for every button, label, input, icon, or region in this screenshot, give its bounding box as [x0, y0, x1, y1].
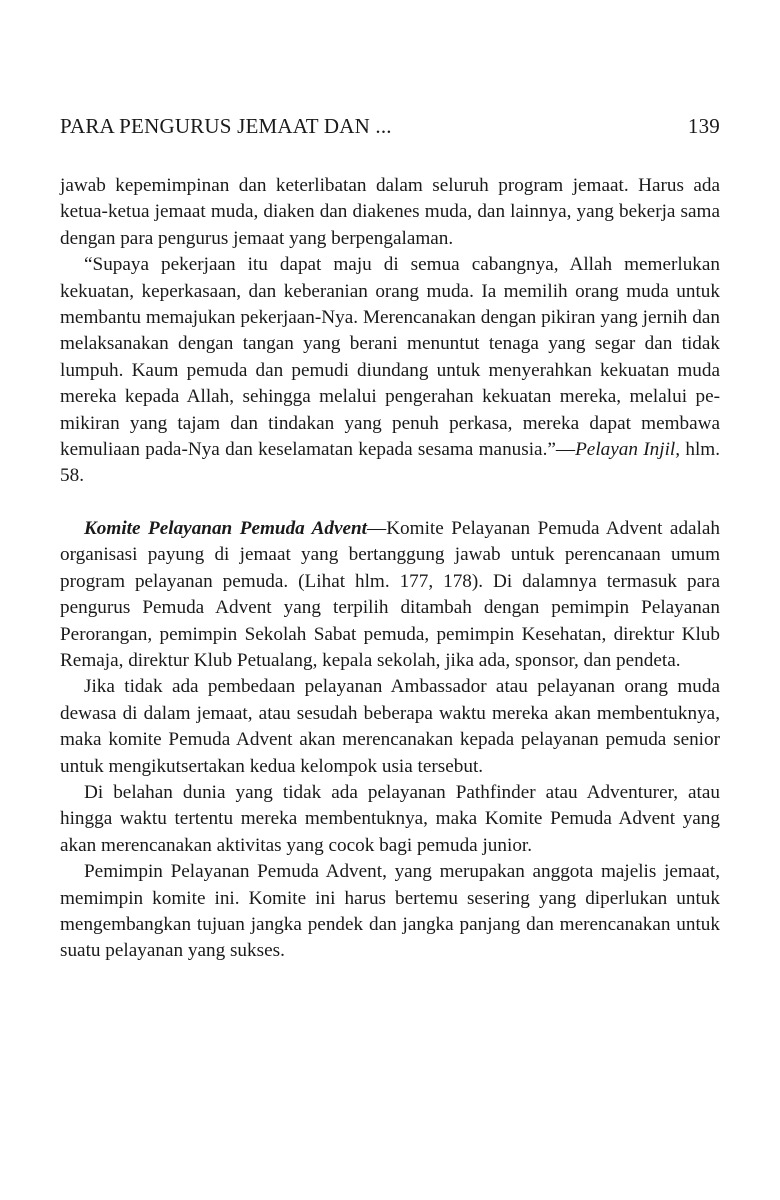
citation-title: Pelayan Injil, — [575, 439, 681, 461]
paragraph-text: jawab kepemimpinan dan keterlibatan dalam seluruh program jemaat. Harus ada ketua-ketua jemaat muda, diaken dan diakenes muda, dan lainnya, yang bekerja sama dengan para pengurus jemaat yang berpengalaman. — [60, 175, 720, 249]
paragraph-continuation — [60, 173, 720, 252]
paragraph-ambassador — [60, 674, 720, 780]
page-number: 139 — [687, 114, 720, 138]
paragraph-committee-leader — [60, 859, 720, 965]
citation-page: hlm. 58. — [60, 439, 720, 487]
running-title: PARA PENGURUS JEMAAT DAN ... — [60, 114, 392, 138]
paragraph-youth-committee — [60, 516, 720, 674]
section-heading: Komite Pelayanan Pemuda Advent — [84, 517, 368, 539]
paragraph-quotation — [60, 252, 720, 490]
body-text — [60, 173, 720, 965]
paragraph-text: Di belahan dunia yang tidak ada pelayanan Pathfinder atau Adventurer, atau hingga waktu tertentu mereka membentuknya, maka Komite Pemuda Advent yang akan merencanakan aktivitas yang cocok bagi pemuda junior. — [60, 781, 720, 856]
paragraph-pathfinder — [60, 780, 720, 859]
running-header — [60, 114, 720, 144]
paragraph-text: Pemimpin Pelayanan Pemuda Advent, yang merupakan anggota majelis jemaat, memimpin komite ini. Komite ini harus bertemu sesering yang diperlukan untuk mengembangkan tujuan jangka pendek dan jangka panjang dan merencanakan untuk suatu pelayanan yang sukses. — [60, 861, 720, 962]
paragraph-text: “Supaya pekerjaan itu dapat maju di semua cabangnya, Allah memerlukan kekuatan, keperkasaan, dan keberanian orang muda. Ia memilih orang muda untuk membantu memajukan pekerjaan-Nya. Merencanakan dengan pikiran yang jernih dan melaksanakan dengan tangan yang berani menuntut tenaga yang segar dan tidak lumpuh. Kaum pemuda dan pemudi diundang untuk menyerahkan kekuatan muda mereka kepada Allah, sehingga melalui pengerahan kekuatan mereka, melalui pemikiran yang tajam dan tindakan yang penuh perkasa, mereka dapat membawa kemuliaan pada-Nya dan keselamatan kepada sesama manusia.”— — [60, 254, 720, 461]
paragraph-text: —Komite Pelayanan Pemuda Advent adalah organisasi payung di jemaat yang bertanggung jawab untuk perencanaan umum program pelayanan pemuda. (Lihat hlm. 177, 178). Di dalamnya termasuk para pengurus Pemuda Advent yang terpilih ditambah dengan pemimpin Pelayanan Perorangan, pemimpin Sekolah Sabat pemuda, pemimpin Kesehatan, direktur Klub Remaja, direktur Klub Petualang, kepala sekolah, jika ada, sponsor, dan pendeta. — [60, 517, 721, 671]
paragraph-text: Jika tidak ada pembedaan pelayanan Ambassador atau pelayanan orang muda dewasa di dalam jemaat, atau sesudah beberapa waktu mereka akan membentuknya, maka komite Pemuda Advent akan merencanakan kepada pelayanan pemuda senior untuk mengikutsertakan kedua kelompok usia tersebut. — [60, 676, 720, 777]
